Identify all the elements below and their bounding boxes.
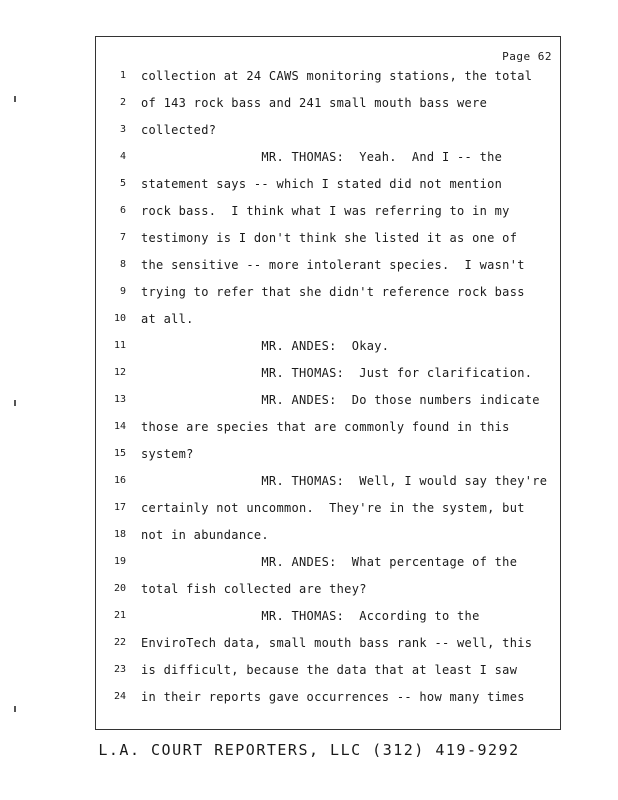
transcript-line [96, 150, 560, 177]
transcript-line [96, 609, 560, 636]
transcript-line [96, 447, 560, 474]
line-number: 8 [119, 259, 126, 270]
line-text: MR. THOMAS: According to the [141, 609, 480, 623]
margin-mark [14, 706, 16, 712]
line-text: collection at 24 CAWS monitoring stations, the total [141, 69, 533, 83]
margin-mark [14, 400, 16, 406]
line-number: 12 [113, 367, 126, 378]
line-number: 24 [113, 691, 126, 702]
transcript-line [96, 663, 560, 690]
line-text: rock bass. I think what I was referring to in my [141, 204, 510, 218]
margin-mark [14, 96, 16, 102]
line-number: 22 [113, 637, 126, 648]
line-number: 17 [113, 502, 126, 513]
line-number: 2 [119, 97, 126, 108]
line-text: MR. ANDES: What percentage of the [141, 555, 518, 569]
transcript-line [96, 231, 560, 258]
transcript-line [96, 366, 560, 393]
line-text: in their reports gave occurrences -- how many times [141, 690, 525, 704]
transcript-line [96, 582, 560, 609]
line-text: certainly not uncommon. They're in the system, but [141, 501, 525, 515]
transcript-line [96, 555, 560, 582]
line-number: 11 [113, 340, 126, 351]
line-text: statement says -- which I stated did not mention [141, 177, 503, 191]
line-number: 15 [113, 448, 126, 459]
line-text: those are species that are commonly found in this [141, 420, 510, 434]
page-number: Page 62 [502, 50, 552, 63]
line-text: MR. ANDES: Okay. [141, 339, 390, 353]
line-text: total fish collected are they? [141, 582, 367, 596]
line-number: 10 [113, 313, 126, 324]
line-number: 7 [119, 232, 126, 243]
line-text: EnviroTech data, small mouth bass rank -- well, this [141, 636, 533, 650]
transcript-line [96, 312, 560, 339]
transcript-line [96, 96, 560, 123]
transcript-line [96, 690, 560, 717]
transcript-line [96, 501, 560, 528]
line-number: 19 [113, 556, 126, 567]
line-number: 21 [113, 610, 126, 621]
line-number: 6 [119, 205, 126, 216]
line-number: 1 [119, 70, 126, 81]
line-text: not in abundance. [141, 528, 269, 542]
line-number: 16 [113, 475, 126, 486]
transcript-line [96, 393, 560, 420]
transcript-line [96, 285, 560, 312]
line-text: the sensitive -- more intolerant species. I wasn't [141, 258, 525, 272]
transcript-line [96, 177, 560, 204]
transcript-line [96, 69, 560, 96]
line-text: at all. [141, 312, 194, 326]
transcript-page [95, 36, 561, 730]
transcript-line [96, 123, 560, 150]
line-text: of 143 rock bass and 241 small mouth bass were [141, 96, 488, 110]
line-text: MR. ANDES: Do those numbers indicate [141, 393, 540, 407]
line-number: 18 [113, 529, 126, 540]
line-number: 9 [119, 286, 126, 297]
line-number: 13 [113, 394, 126, 405]
line-number: 14 [113, 421, 126, 432]
line-text: testimony is I don't think she listed it as one of [141, 231, 518, 245]
transcript-line [96, 420, 560, 447]
line-text: MR. THOMAS: Just for clarification. [141, 366, 533, 380]
transcript-line [96, 258, 560, 285]
line-number: 5 [119, 178, 126, 189]
line-text: system? [141, 447, 194, 461]
transcript-line [96, 339, 560, 366]
transcript-line [96, 528, 560, 555]
line-number: 3 [119, 124, 126, 135]
transcript-line [96, 204, 560, 231]
line-text: is difficult, because the data that at least I saw [141, 663, 518, 677]
line-number: 23 [113, 664, 126, 675]
line-text: MR. THOMAS: Well, I would say they're [141, 474, 548, 488]
footer-court-reporter: L.A. COURT REPORTERS, LLC (312) 419-9292 [98, 741, 520, 759]
line-text: trying to refer that she didn't reference rock bass [141, 285, 525, 299]
transcript-line [96, 474, 560, 501]
transcript-line [96, 636, 560, 663]
line-number: 4 [119, 151, 126, 162]
line-text: MR. THOMAS: Yeah. And I -- the [141, 150, 503, 164]
line-number: 20 [113, 583, 126, 594]
line-text: collected? [141, 123, 217, 137]
